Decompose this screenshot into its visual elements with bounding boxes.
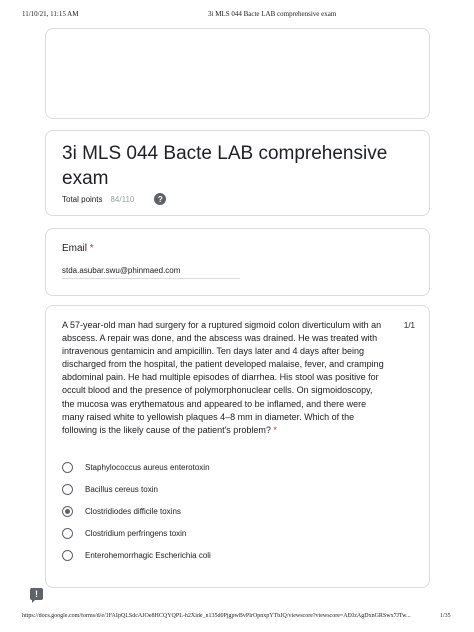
radio-button[interactable] <box>62 550 73 561</box>
option-label: Staphylococcus aureus enterotoxin <box>85 462 210 472</box>
print-header <box>0 10 474 22</box>
question-card <box>45 305 430 588</box>
email-label <box>62 243 94 254</box>
feedback-icon[interactable]: ! <box>30 588 43 600</box>
total-points-row <box>62 192 166 206</box>
total-points-value: 84/110 <box>110 194 135 204</box>
option-label: Clostridiodes difficile toxins <box>85 506 181 516</box>
option-label: Bacillus cereus toxin <box>85 484 158 494</box>
print-date: 11/10/21, 11:15 AM <box>22 10 79 18</box>
option-label: Enterohemorrhagic Escherichia coli <box>85 550 211 560</box>
email-field: stda.asubar.swu@phinmaed.com <box>62 266 240 279</box>
option-label: Clostridium perfringens toxin <box>85 528 187 538</box>
answer-option-selected[interactable] <box>62 504 181 518</box>
radio-button[interactable] <box>62 462 73 473</box>
answer-option[interactable] <box>62 482 158 496</box>
form-header-banner <box>45 28 430 119</box>
question-text <box>62 319 387 437</box>
answer-option[interactable] <box>62 526 186 540</box>
form-title: 3i MLS 044 Bacte LAB comprehensive exam <box>62 143 388 189</box>
total-points-label: Total points <box>62 194 103 204</box>
question-body: A 57-year-old man had surgery for a ruptured sigmoid colon diverticulum with an abscess. A repair was done, and the abscess was drained. He was treated with intravenous gentamicin and ampicillin. Ten days later and 4 days after being discharged from the hospital, the patient developed malaise, fever, and cramping abdominal pain. He had multiple episodes of diarrhea. His stool was positive for occult blood and the presence of polymorphonuclear cells. On sigmoidoscopy, the mucosa was erythematous and appeared to be inflamed, and there were many raised white to yellowish plaques 4–8 mm in diameter. Which of the following is the likely cause of the patient's problem? <box>62 320 384 435</box>
print-footer <box>0 613 474 623</box>
radio-button[interactable] <box>62 484 73 495</box>
question-score: 1/1 <box>403 321 415 330</box>
radio-button[interactable] <box>62 528 73 539</box>
required-asterisk: * <box>273 424 277 435</box>
required-asterisk: * <box>89 243 94 254</box>
print-page-number: 1/35 <box>440 613 451 619</box>
answer-option[interactable] <box>62 548 211 562</box>
answer-option[interactable] <box>62 460 210 474</box>
form-title-card <box>45 130 430 216</box>
print-title: 3i MLS 044 Bacte LAB comprehensive exam <box>208 10 337 18</box>
print-url: https://docs.google.com/forms/d/e/1FAIpQLSdcAJOe8HCQYQPL-h2Xide_n135d0PjgpwBvPlrOpnxpYTbJQ/viewscore?viewscore=AE0zAgDxnGRSwx7JTw... <box>22 613 411 619</box>
email-label-text: Email <box>62 243 88 254</box>
radio-button-checked[interactable] <box>62 506 73 517</box>
email-card <box>45 228 430 296</box>
help-icon[interactable]: ? <box>154 193 166 205</box>
